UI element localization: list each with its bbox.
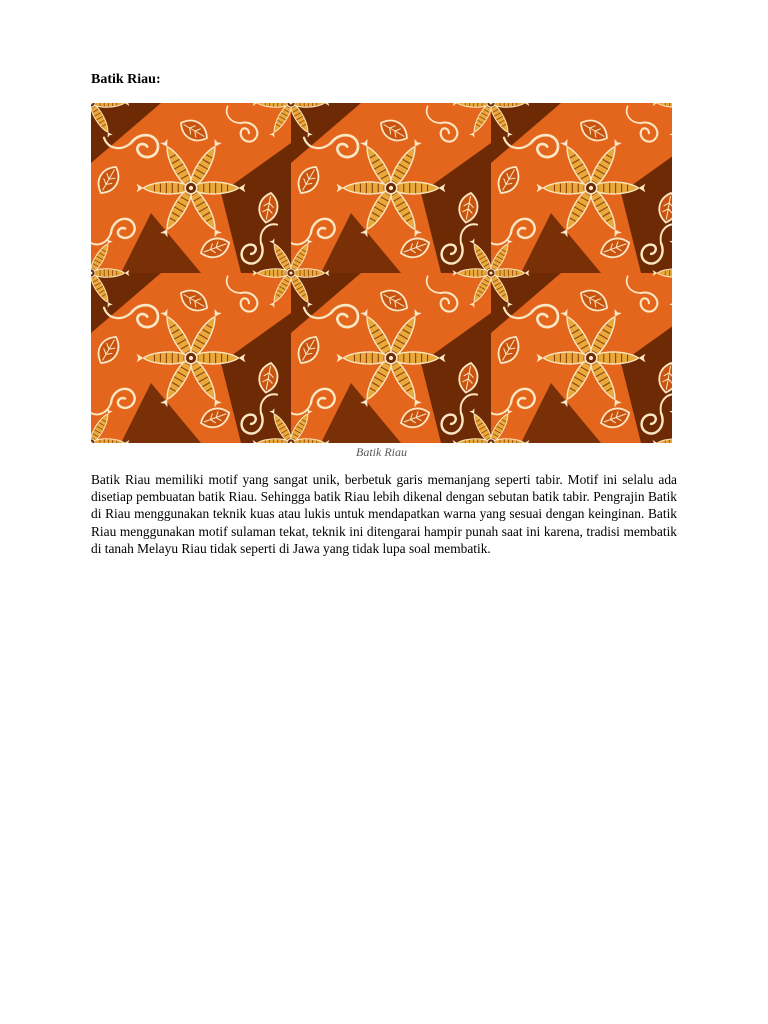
batik-riau-image bbox=[91, 103, 672, 443]
section-heading: Batik Riau: bbox=[91, 72, 161, 87]
figure bbox=[91, 103, 672, 460]
figure-caption: Batik Riau bbox=[356, 445, 407, 459]
body-paragraph: Batik Riau memiliki motif yang sangat unik, berbetuk garis memanjang seperti tabir. Motif ini selalu ada disetiap pembuatan batik Riau. Sehingga batik Riau lebih dikenal dengan sebutan batik tabir. Pengrajin Batik di Riau menggunakan teknik kuas atau lukis untuk mendapatkan warna yang sesuai dengan keinginan. Batik Riau menggunakan motif sulaman tekat, teknik ini ditengarai hampir punah saat ini karena, tradisi membatik di tanah Melayu Riau tidak seperti di Jawa yang tidak lupa soal membatik. bbox=[91, 472, 677, 556]
